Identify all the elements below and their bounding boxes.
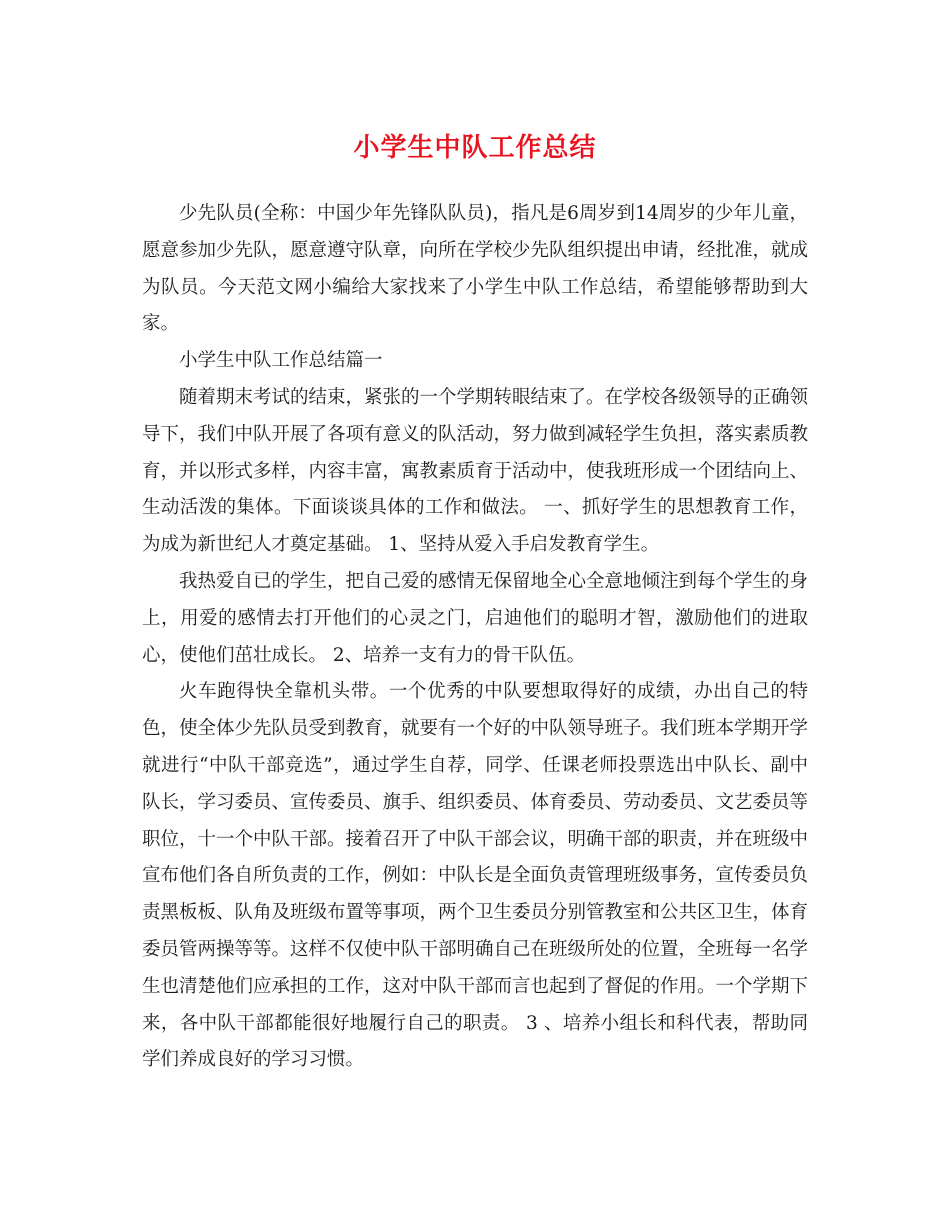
paragraph-body-1: 随着期末考试的结束，紧张的一个学期转眼结束了。在学校各级领导的正确领导下，我们中队开展了各项有意义的队活动，努力做到减轻学生负担，落实素质教育，并以形式多样，内容丰富，寓教素质育于活动中，使我班形成一个团结向上、生动活泼的集体。下面谈谈具体的工作和做法。 一、抓好学生的思想教育工作，为成为新世纪人才奠定基础。 1、坚持从爱入手启发教育学生。 <box>142 386 809 556</box>
document-title: 小学生中队工作总结 <box>353 133 597 163</box>
paragraph-body-3: 火车跑得快全靠机头带。一个优秀的中队要想取得好的成绩，办出自己的特色，使全体少先队员受到教育，就要有一个好的中队领导班子。我们班本学期开学就进行“中队干部竞选”，通过学生自荐，同学、任课老师投票选出中队长、副中队长，学习委员、宣传委员、旗手、组织委员、体育委员、劳动委员、文艺委员等职位，十一个中队干部。接着召开了中队干部会议，明确干部的职责，并在班级中宣布他们各自所负责的工作，例如：中队长是全面负责管理班级事务，宣传委员负责黑板板、队角及班级布置等事项，两个卫生委员分别管教室和公共区卫生，体育委员管两操等等。这样不仅使中队干部明确自己在班级所处的位置，全班每一名学生也清楚他们应承担的工作，这对中队干部而言也起到了督促的作用。一个学期下来，各中队干部都能很好地履行自己的职责。 3 、培养小组长和科代表，帮助同学们养成良好的学习习惯。 <box>142 681 809 1071</box>
section-heading: 小学生中队工作总结篇一 <box>179 350 383 372</box>
paragraph-intro: 少先队员(全称：中国少年先锋队队员)，指凡是6周岁到14周岁的少年儿童，愿意参加少先队，愿意遵守队章，向所在学校少先队组织提出申请，经批准，就成为队员。今天范文网小编给大家找来了小学生中队工作总结，希望能够帮助到大家。 <box>142 203 809 335</box>
paragraph-body-2: 我热爱自已的学生，把自己爱的感情无保留地全心全意地倾注到每个学生的身上，用爱的感情去打开他们的心灵之门，启迪他们的聪明才智，激励他们的进取心，使他们茁壮成长。 2、培养一支有力的骨干队伍。 <box>142 570 809 666</box>
